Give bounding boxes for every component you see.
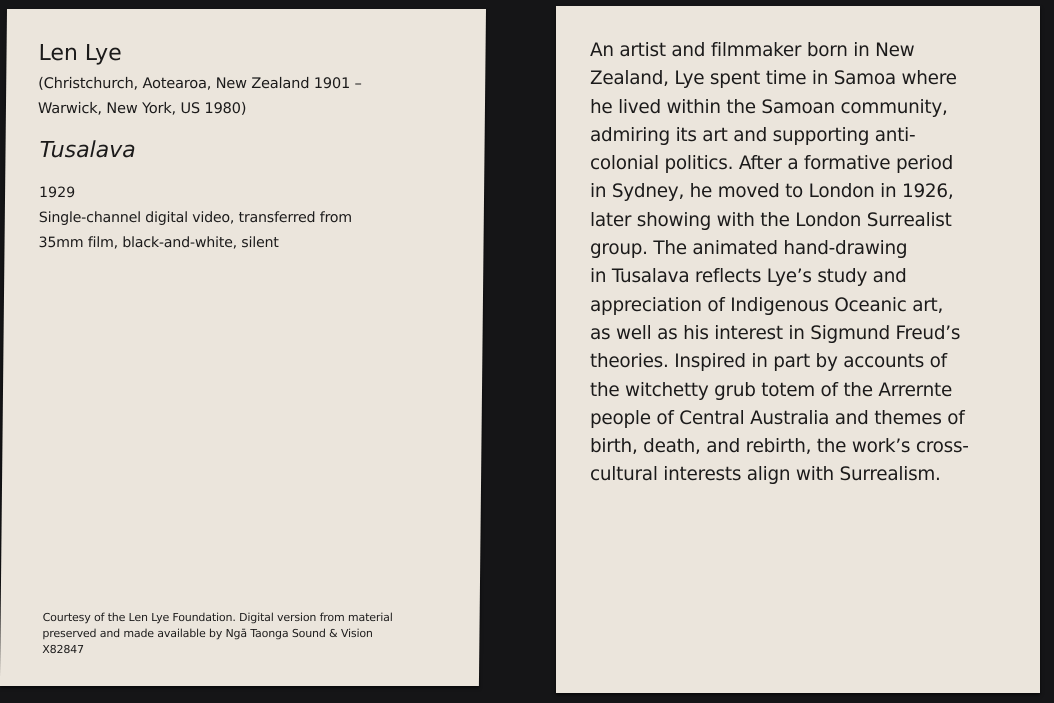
artwork-medium: [38, 206, 352, 256]
description-card: [556, 6, 1040, 693]
accession-number: X82847: [42, 643, 85, 656]
description-text: [590, 37, 969, 490]
artwork-label-card: [0, 9, 486, 686]
description-line: the witchetty grub totem of the Arrernte: [590, 379, 953, 401]
description-line: colonial politics. After a formative period: [590, 153, 954, 175]
description-line: An artist and filmmaker born in New: [590, 40, 915, 61]
description-line: in Tusalava reflects Lye’s study and: [590, 266, 907, 288]
credit-text-line: preserved and made available by Ngā Taonga Sound & Vision: [42, 627, 373, 640]
artist-name: Len Lye: [38, 41, 122, 66]
artwork-year: 1929: [38, 185, 76, 201]
artist-bio-line: Warwick, New York, US 1980): [37, 100, 247, 117]
description-line: he lived within the Samoan community,: [590, 96, 948, 118]
artist-bio: [38, 71, 362, 121]
description-line: admiring its art and supporting anti-: [590, 124, 916, 146]
description-line: theories. Inspired in part by accounts of: [590, 351, 947, 373]
credit-line: [42, 610, 393, 658]
credit-text-line: Courtesy of the Len Lye Foundation. Digital version from material: [42, 611, 393, 624]
description-line: people of Central Australia and themes of: [590, 407, 965, 429]
description-line: cultural interests align with Surrealism.: [590, 464, 941, 486]
description-line: as well as his interest in Sigmund Freud’s: [590, 322, 961, 344]
artwork-medium-line: Single-channel digital video, transferred from: [38, 210, 353, 226]
description-line: later showing with the London Surrealist: [590, 209, 952, 231]
artwork-title: Tusalava: [39, 138, 136, 163]
artist-bio-line: (Christchurch, Aotearoa, New Zealand 1901 –: [38, 75, 362, 92]
description-line: appreciation of Indigenous Oceanic art,: [590, 294, 944, 316]
description-line: in Sydney, he moved to London in 1926,: [590, 181, 954, 203]
artwork-medium-line: 35mm film, black-and-white, silent: [38, 235, 279, 251]
description-line: birth, death, and rebirth, the work’s cross-: [590, 436, 969, 458]
description-line: group. The animated hand-drawing: [590, 238, 908, 260]
description-line: Zealand, Lye spent time in Samoa where: [590, 68, 957, 90]
